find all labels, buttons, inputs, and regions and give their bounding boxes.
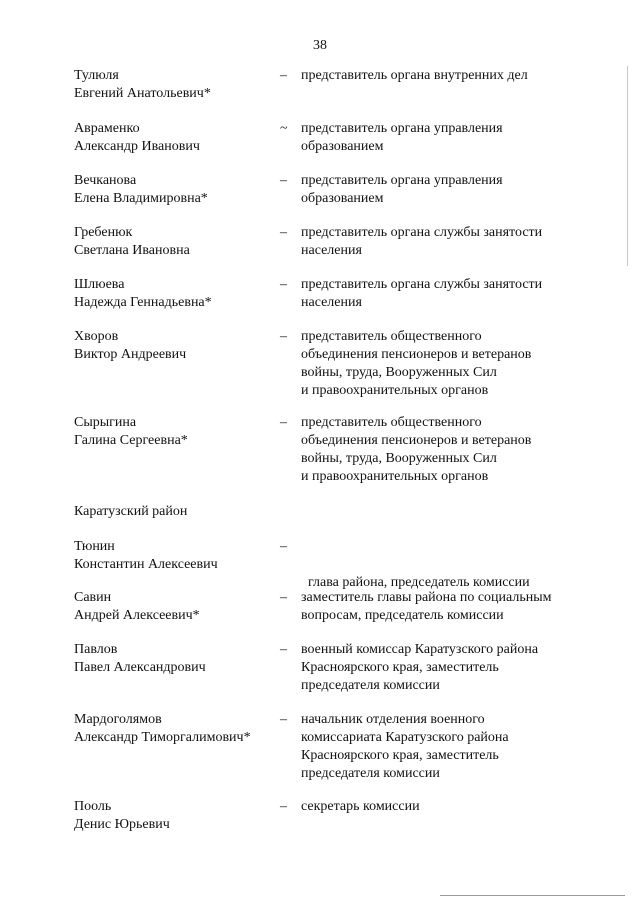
member-role-line: Красноярского края, заместитель	[301, 748, 499, 763]
member-given-names: Елена Владимировна*	[74, 191, 208, 206]
member-role	[301, 172, 601, 208]
member-role-line: образованием	[301, 139, 384, 154]
member-surname: Хворов	[74, 329, 119, 344]
member-name	[74, 641, 206, 677]
member-role	[301, 120, 601, 156]
member-role-line: вопросам, председатель комиссии	[301, 608, 504, 623]
member-surname: Мардоголямов	[74, 712, 162, 727]
member-surname: Тюнин	[74, 539, 115, 554]
scan-bottom-line	[440, 895, 625, 896]
member-role-line: и правоохранительных органов	[301, 469, 489, 484]
member-role-line: представитель органа управления	[301, 121, 503, 136]
member-name	[74, 224, 190, 260]
member-given-names: Андрей Алексеевич*	[74, 608, 200, 623]
member-surname: Савин	[74, 590, 112, 605]
member-role	[301, 711, 601, 783]
member-role	[301, 798, 601, 816]
member-role-line: начальник отделения военного	[301, 712, 485, 727]
member-name	[74, 798, 170, 834]
member-role	[301, 414, 601, 486]
member-role-line: и правоохранительных органов	[301, 383, 489, 398]
member-given-names: Александр Тиморгалимович*	[74, 730, 251, 745]
member-role-line: представитель общественного	[301, 415, 482, 430]
member-role-line: председателя комиссии	[301, 766, 440, 781]
member-given-names: Павел Александрович	[74, 660, 206, 675]
member-name	[74, 414, 188, 450]
member-role-line: представитель органа службы занятости	[301, 225, 543, 240]
member-surname: Шлюева	[74, 277, 125, 292]
section-heading: Каратузский район	[74, 504, 188, 519]
member-given-names: Галина Сергеевна*	[74, 433, 188, 448]
scan-edge-line	[627, 66, 628, 266]
member-role-line: образованием	[301, 191, 384, 206]
member-surname: Пооль	[74, 799, 112, 814]
member-surname: Вечканова	[74, 173, 137, 188]
dash-separator: –	[280, 68, 287, 83]
dash-separator: –	[280, 642, 287, 657]
member-role-line: заместитель главы района по социальным	[301, 590, 552, 605]
member-role	[301, 67, 601, 85]
dash-separator: –	[280, 799, 287, 814]
member-role	[301, 641, 601, 695]
dash-separator: –	[280, 590, 287, 605]
member-given-names: Надежда Геннадьевна*	[74, 295, 212, 310]
dash-separator: –	[280, 415, 287, 430]
member-role-line: председателя комиссии	[301, 678, 440, 693]
member-role	[301, 224, 601, 260]
dash-separator: ~	[280, 121, 288, 136]
member-name	[74, 67, 211, 103]
member-name	[74, 172, 208, 208]
member-given-names: Светлана Ивановна	[74, 243, 190, 258]
member-role-line: комиссариата Каратузского района	[301, 730, 509, 745]
member-role-line: секретарь комиссии	[301, 799, 420, 814]
dash-separator: –	[280, 173, 287, 188]
member-role-line: населения	[301, 295, 362, 310]
member-role-line: Красноярского края, заместитель	[301, 660, 499, 675]
dash-separator: –	[280, 225, 287, 240]
member-role-line: объединения пенсионеров и ветеранов	[301, 347, 532, 362]
member-role-line: войны, труда, Вооруженных Сил	[301, 451, 497, 466]
member-surname: Авраменко	[74, 121, 140, 136]
member-given-names: Денис Юрьевич	[74, 817, 170, 832]
dash-separator: –	[280, 712, 287, 727]
member-role-line: представитель общественного	[301, 329, 482, 344]
member-name	[74, 538, 218, 574]
member-role-line: военный комиссар Каратузского района	[301, 642, 539, 657]
dash-separator: –	[280, 329, 287, 344]
member-role-line: представитель органа службы занятости	[301, 277, 543, 292]
member-name	[74, 120, 200, 156]
member-role-line: объединения пенсионеров и ветеранов	[301, 433, 532, 448]
member-surname: Тулюля	[74, 68, 119, 83]
member-name	[74, 711, 251, 747]
member-role	[301, 328, 601, 400]
member-given-names: Константин Алексеевич	[74, 557, 218, 572]
member-role	[301, 276, 601, 312]
member-role-line: глава района, председатель комиссии	[301, 575, 530, 590]
page-number: 38	[313, 38, 327, 53]
dash-separator: –	[280, 539, 287, 554]
member-name	[74, 328, 186, 364]
member-role-line: войны, труда, Вооруженных Сил	[301, 365, 497, 380]
member-name	[74, 276, 212, 312]
member-given-names: Евгений Анатольевич*	[74, 86, 211, 101]
member-given-names: Виктор Андреевич	[74, 347, 187, 362]
member-surname: Гребенюк	[74, 225, 133, 240]
member-role	[301, 589, 601, 625]
member-surname: Павлов	[74, 642, 118, 657]
member-given-names: Александр Иванович	[74, 139, 200, 154]
member-role-line: представитель органа внутренних дел	[301, 68, 528, 83]
member-name	[74, 589, 200, 625]
dash-separator: –	[280, 277, 287, 292]
member-role-line: населения	[301, 243, 362, 258]
member-role-line: представитель органа управления	[301, 173, 503, 188]
member-surname: Сырыгина	[74, 415, 137, 430]
